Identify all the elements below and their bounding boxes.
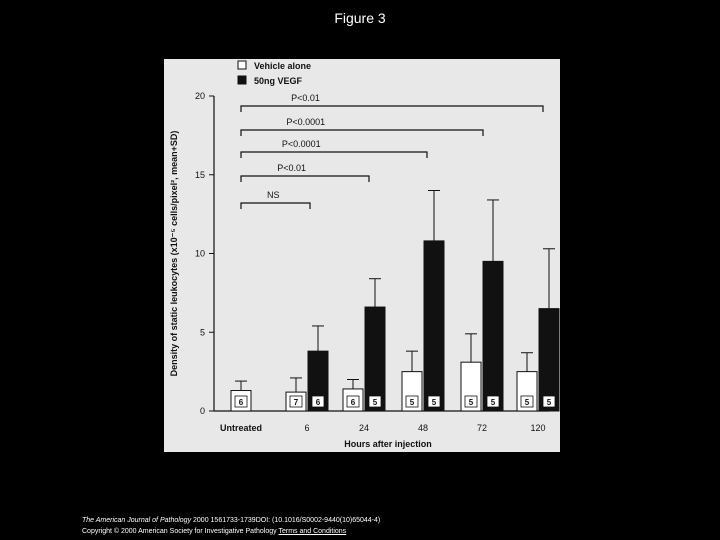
slide-title: Figure 3 [334, 10, 386, 26]
sample-size-label: 6 [238, 398, 244, 407]
sample-size-label: 5 [468, 398, 474, 407]
sample-size-label: 5 [524, 398, 530, 407]
sample-size-label: 5 [490, 398, 496, 407]
legend-label-vehicle: Vehicle alone [254, 61, 312, 71]
terms-link[interactable]: Terms and Conditions [278, 528, 347, 535]
sample-size-label: 6 [350, 398, 356, 407]
sample-size-label: 5 [546, 398, 552, 407]
x-tick-label: 48 [417, 423, 429, 433]
significance-bracket [241, 176, 369, 182]
x-tick-label: 120 [530, 423, 546, 433]
copyright-line [82, 526, 642, 537]
x-tick-label: 72 [476, 423, 488, 433]
significance-bracket [241, 152, 427, 158]
x-tick-label: Untreated [219, 423, 263, 433]
sample-size-label: 5 [409, 398, 415, 407]
y-tick-label: 0 [199, 406, 205, 416]
y-tick-label: 5 [199, 327, 205, 338]
citation-details: 2000 1561733-1739DOI: (10.1016/S0002-9440(10)65044-4) [191, 517, 381, 524]
figure-panel [164, 59, 560, 452]
footer [82, 515, 642, 537]
significance-bracket [241, 106, 543, 112]
citation-line [82, 515, 642, 526]
y-tick-label: 15 [194, 169, 205, 180]
sample-size-label: 5 [431, 398, 437, 407]
significance-bracket [241, 203, 310, 209]
significance-label: P<0.0001 [281, 139, 321, 149]
journal-name: The American Journal of Pathology [82, 517, 192, 524]
significance-label: P<0.01 [277, 163, 307, 173]
x-tick-label: 24 [358, 423, 370, 433]
vegf-bar [424, 241, 444, 411]
significance-label: P<0.0001 [286, 117, 326, 127]
legend-swatch-vehicle [238, 61, 246, 69]
copyright-text: Copyright © 2000 American Society for Investigative Pathology [82, 528, 277, 535]
x-tick-label: 6 [304, 423, 310, 433]
y-axis-title: Density of static leukocytes (x10⁻⁵ cells/pixel², mean+SD) [169, 130, 179, 377]
sample-size-label: 6 [315, 398, 321, 407]
legend-label-vegf: 50ng VEGF [254, 76, 303, 86]
y-tick-label: 10 [194, 248, 205, 259]
vegf-bar [365, 307, 385, 411]
significance-label: P<0.01 [291, 93, 320, 103]
vegf-bar [483, 261, 503, 411]
sample-size-label: 7 [293, 398, 299, 407]
significance-label: NS [267, 190, 280, 200]
y-tick-label: 20 [194, 91, 205, 101]
x-axis-title: Hours after injection [344, 439, 432, 449]
significance-bracket [241, 130, 483, 136]
sample-size-label: 5 [372, 398, 378, 407]
legend-swatch-vegf [238, 76, 246, 84]
bar-chart [164, 59, 560, 452]
